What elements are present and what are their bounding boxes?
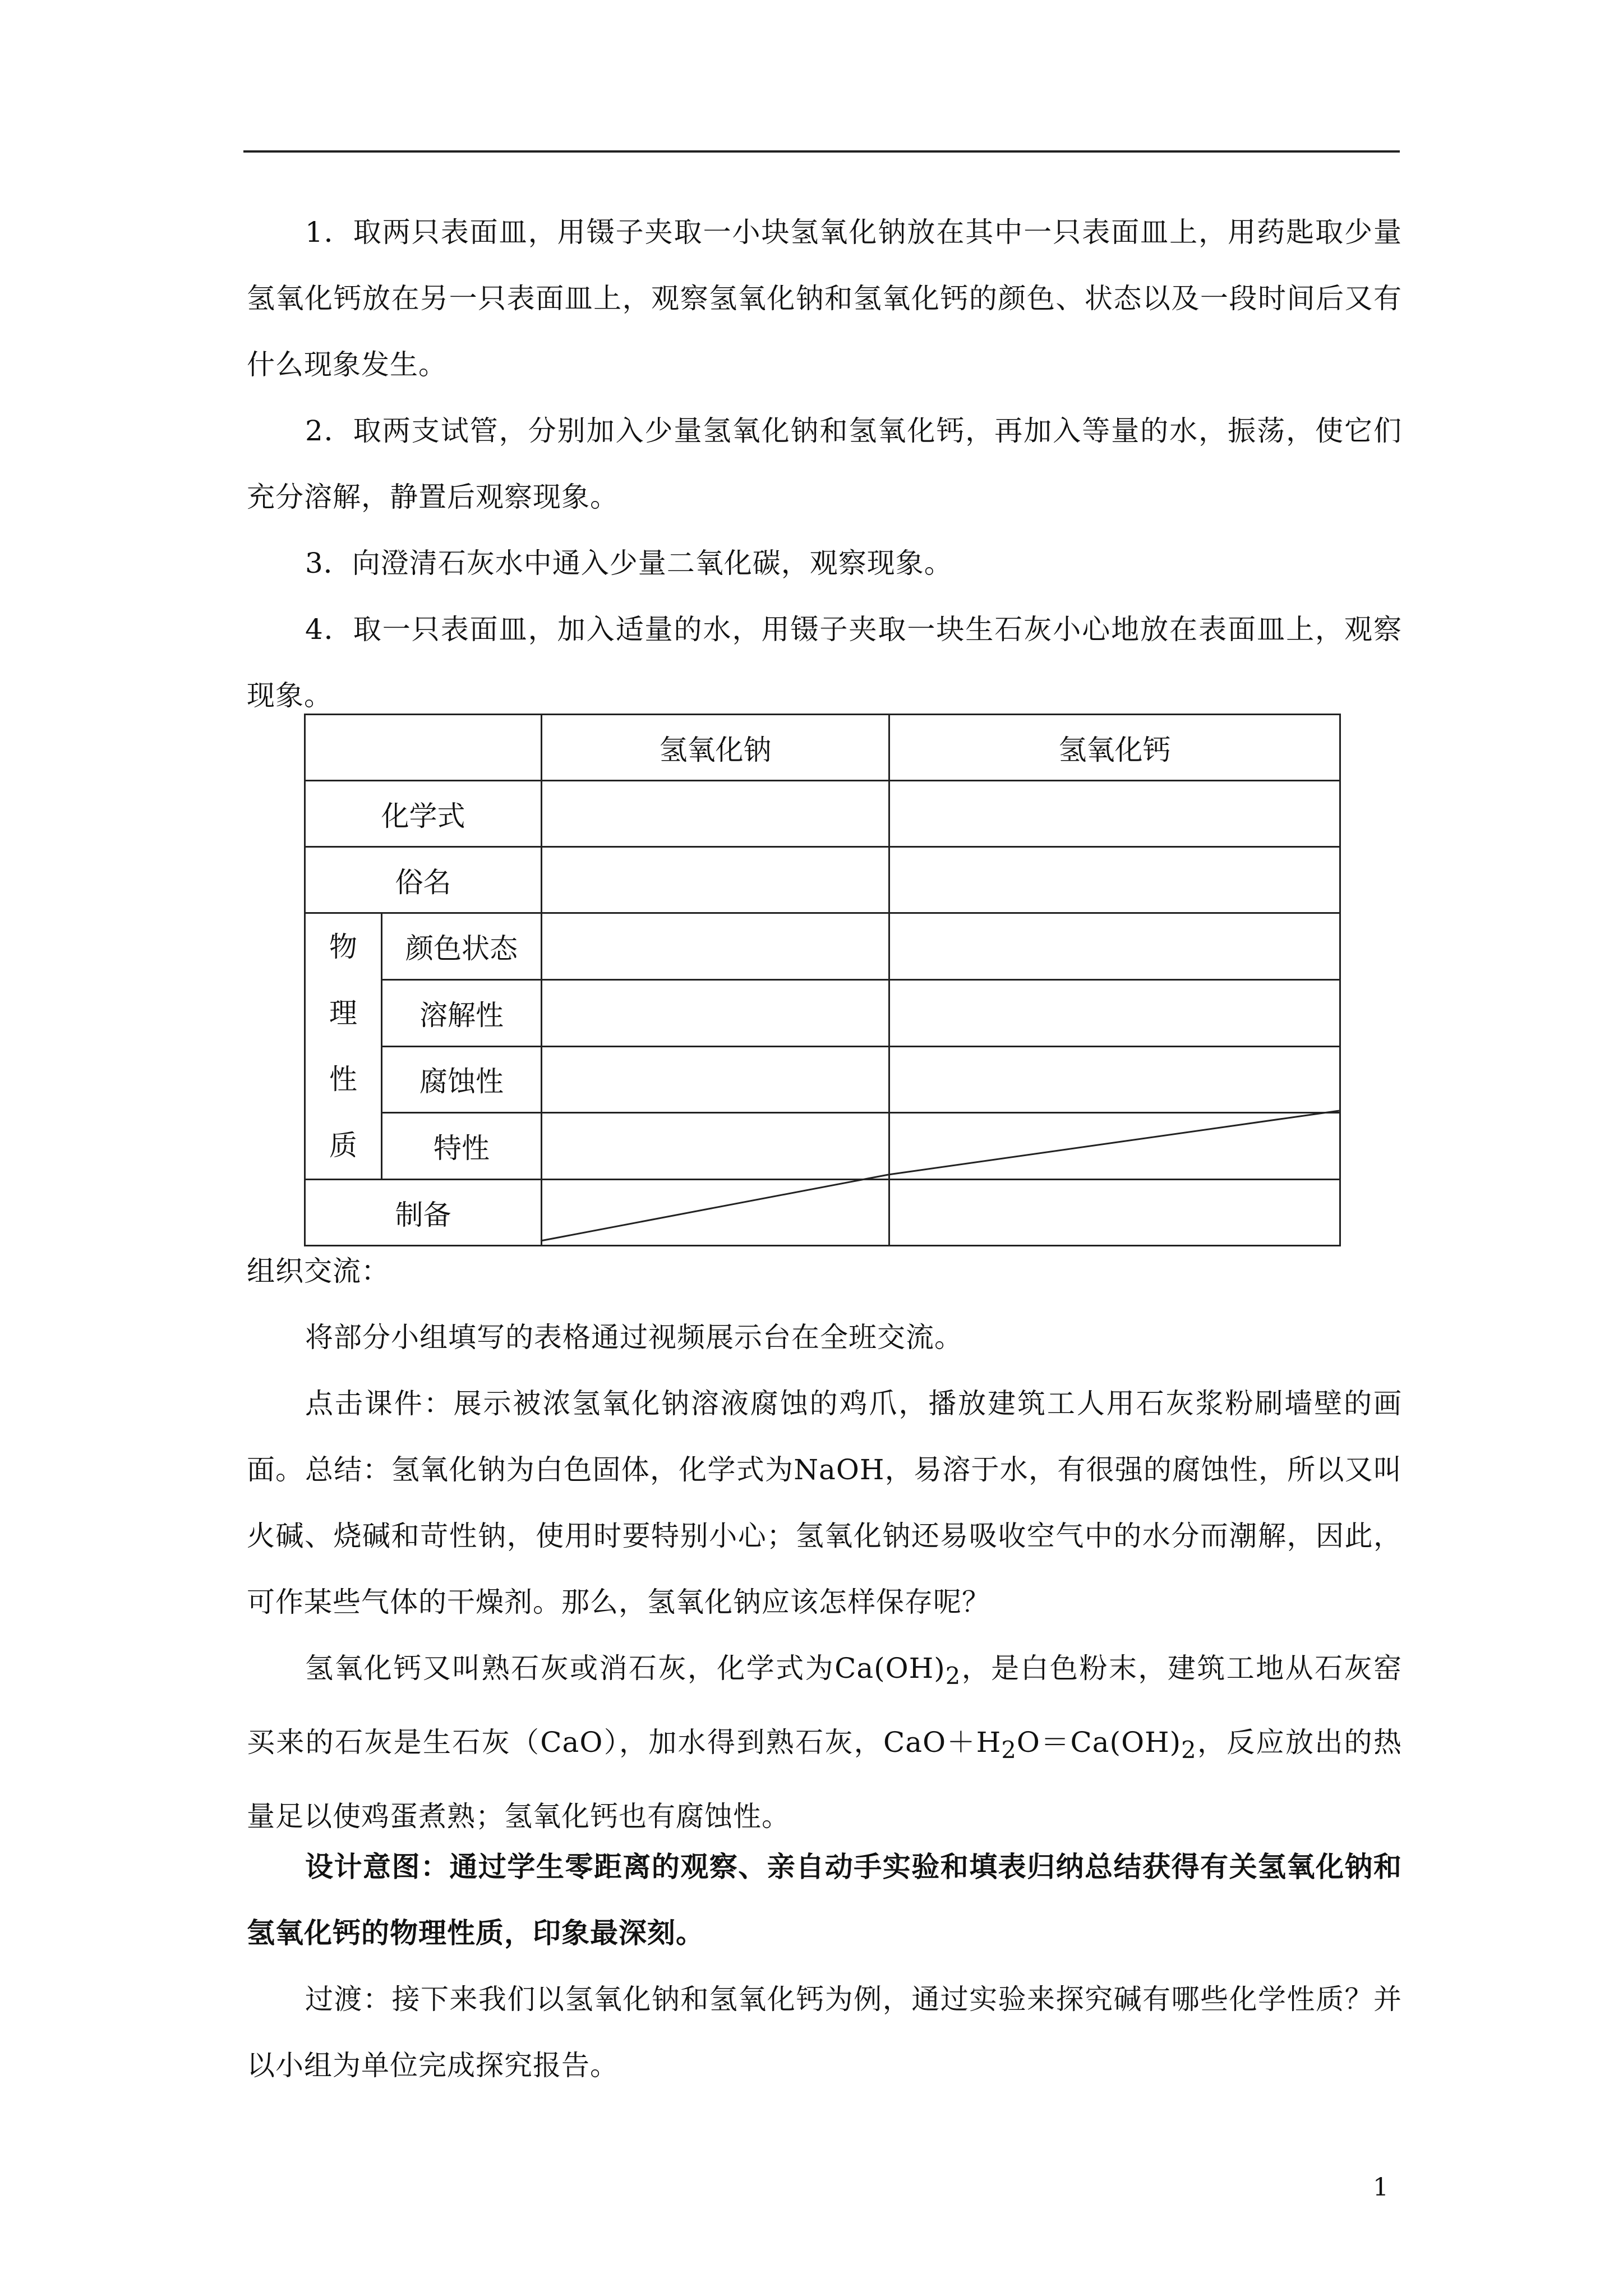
cell-naoh-special: [542, 1113, 889, 1180]
cell-caoh-solubility: [889, 979, 1340, 1046]
cell-caoh-special-crossed: [889, 1113, 1340, 1180]
design-intent-paragraph: 设计意图：通过学生零距离的观察、亲自动手实验和填表归纳总结获得有关氢氧化钠和氢氧化钙的物理性质，印象最深刻。: [247, 1850, 1402, 1949]
step-4-paragraph: 4．取一只表面皿，加入适量的水，用镊子夹取一块生石灰小心地放在表面皿上，观察现象。: [247, 613, 1402, 712]
cell-naoh-formula: [542, 781, 889, 847]
cell-naoh-preparation-crossed: [542, 1180, 889, 1246]
row-label-solubility: 溶解性: [382, 979, 542, 1046]
cell-caoh-color-state: [889, 913, 1340, 980]
caoh-text-c: O＝Ca(OH): [1016, 1726, 1182, 1759]
subscript-2: 2: [1181, 1736, 1197, 1764]
table-row: [305, 781, 1340, 847]
header-caoh: 氢氧化钙: [889, 715, 1340, 781]
table-row: [305, 913, 1340, 980]
subscript-2: 2: [945, 1662, 961, 1690]
properties-table: [304, 714, 1341, 1246]
cell-caoh-corrosive: [889, 1046, 1340, 1113]
page-number: 1: [1373, 2173, 1389, 2202]
table-row: [305, 1180, 1340, 1246]
row-label-formula: 化学式: [305, 781, 542, 847]
organize-exchange-label: 组织交流：: [247, 1255, 390, 1287]
group-char: 质: [329, 1129, 357, 1162]
cell-naoh-common-name: [542, 847, 889, 913]
caoh-text-d: ，反应放出的热量足以使鸡蛋煮熟；氢氧化钙也有腐蚀性。: [247, 1726, 1403, 1833]
row-label-preparation: 制备: [305, 1180, 542, 1246]
step-1-paragraph: 1．取两只表面皿，用镊子夹取一小块氢氧化钠放在其中一只表面皿上，用药匙取少量氢氧化钙放在另一只表面皿上，观察氢氧化钠和氢氧化钙的颜色、状态以及一段时间后又有什么现象发生。: [247, 216, 1402, 381]
row-label-special: 特性: [382, 1113, 542, 1180]
row-label-corrosive: 腐蚀性: [382, 1046, 542, 1113]
group-char: 物: [329, 931, 357, 963]
table-row: [305, 1046, 1340, 1113]
caoh-text-b: ，是白色粉末，建筑工地从石灰窑买来的石灰是生石灰（CaO），加水得到熟石灰，CaO＋H: [247, 1652, 1402, 1759]
transition-paragraph: 过渡：接下来我们以氢氧化钠和氢氧化钙为例，通过实验来探究碱有哪些化学性质？并以小组为单位完成探究报告。: [247, 1983, 1402, 2082]
courseware-paragraph: 点击课件：展示被浓氢氧化钠溶液腐蚀的鸡爪，播放建筑工人用石灰浆粉刷墙壁的画面。: [247, 1387, 1402, 1486]
table-row: [305, 1113, 1340, 1180]
header-naoh: 氢氧化钠: [542, 715, 889, 781]
caoh-text-a: 氢氧化钙又叫熟石灰或消石灰，化学式为Ca(OH): [305, 1652, 946, 1685]
group-label-physical-properties: [305, 913, 382, 1180]
row-label-color-state: 颜色状态: [382, 913, 542, 980]
cell-caoh-common-name: [889, 847, 1340, 913]
group-char: 理: [329, 997, 357, 1029]
cell-naoh-color-state: [542, 913, 889, 980]
cell-naoh-corrosive: [542, 1046, 889, 1113]
calcium-hydroxide-paragraph: [247, 1635, 1402, 1849]
step-3-paragraph: 3．向澄清石灰水中通入少量二氧化碳，观察现象。: [305, 547, 953, 579]
header-corner-cell: [305, 715, 542, 781]
cell-naoh-solubility: [542, 979, 889, 1046]
table-row: [305, 979, 1340, 1046]
row-label-common-name: 俗名: [305, 847, 542, 913]
table-row: [305, 847, 1340, 913]
summary-paragraph: 总结：氢氧化钠为白色固体，化学式为NaOH，易溶于水，有很强的腐蚀性，所以又叫火碱、烧碱和苛性钠，使用时要特别小心；氢氧化钠还易吸收空气中的水分而潮解，因此，可作某些气体的干燥剂。那么，氢氧化钠应该怎样保存呢？: [247, 1453, 1402, 1618]
subscript-2: 2: [1001, 1736, 1017, 1764]
header-rule: [243, 150, 1400, 153]
cell-caoh-preparation: [889, 1180, 1340, 1246]
table-header-row: [305, 715, 1340, 781]
cell-caoh-formula: [889, 781, 1340, 847]
step-2-paragraph: 2．取两支试管，分别加入少量氢氧化钠和氢氧化钙，再加入等量的水，振荡，使它们充分溶解，静置后观察现象。: [247, 415, 1402, 513]
exchange-paragraph: 将部分小组填写的表格通过视频展示台在全班交流。: [305, 1321, 963, 1354]
group-char: 性: [329, 1063, 357, 1096]
